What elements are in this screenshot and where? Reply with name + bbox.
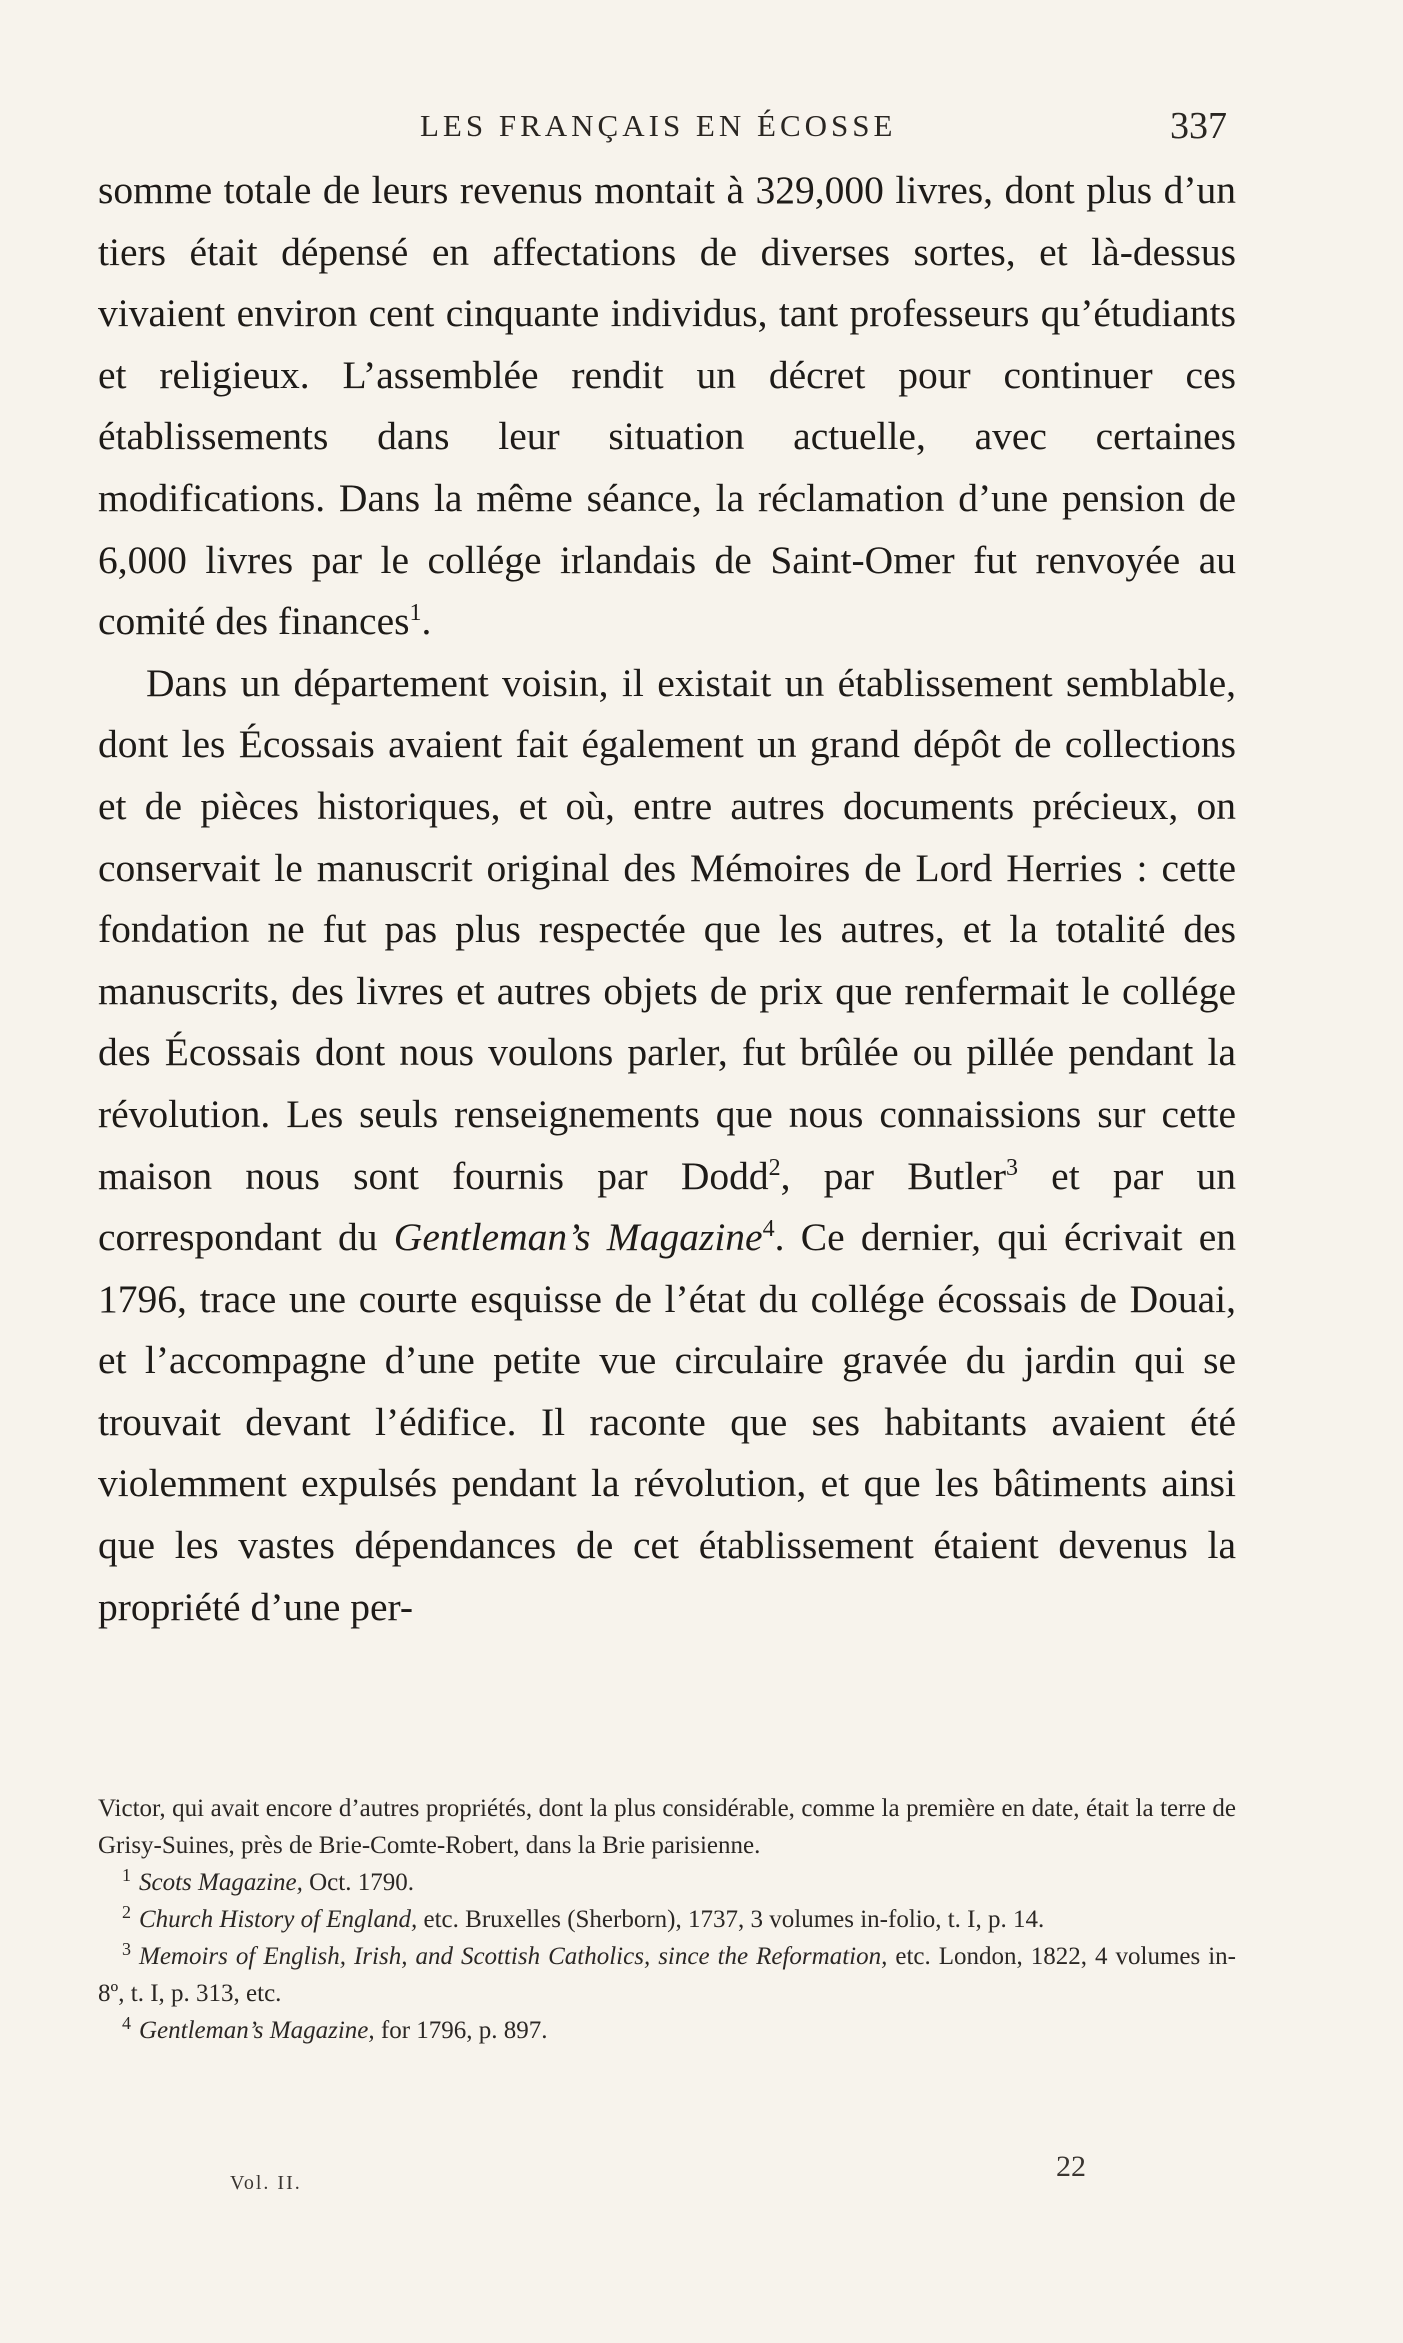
footnote-2-number: 2 <box>122 1901 131 1922</box>
footnote-1-number: 1 <box>122 1864 131 1885</box>
footnote-4-text: for 1796, p. 897. <box>374 2017 548 2044</box>
footnote-ref-1: 1 <box>409 600 422 626</box>
paragraph-2-text-b: , par Butler <box>780 1153 1006 1198</box>
footnote-4-title: Gentleman’s Magazine, <box>139 2017 375 2044</box>
footnote-ref-4: 4 <box>762 1215 775 1242</box>
footnote-3 <box>98 1938 1236 2012</box>
paragraph-2-text-c: et par un correspondant du <box>98 1153 1236 1260</box>
paragraph-1-text: somme totale de leurs revenus montait à 329,000 livres, dont plus d’un tiers était dépensé en affectations de diverses sortes, et là-dessus vivaient environ cent cinquante individus, tant professeurs qu’étudiants et religieux. L’assemblée rendit un décret pour continuer ces établissements dans leur situation actuelle, avec certaines modifications. Dans la même séance, la réclamation d’une pension de 6,000 livres par le collége irlandais de Saint-Omer fut renvoyée au comité des finances <box>98 168 1236 644</box>
footnote-2 <box>98 1901 1236 1938</box>
paragraph-1-end: . <box>421 599 432 644</box>
magazine-title: Gentleman’s Magazine <box>393 1215 763 1260</box>
footnote-3-number: 3 <box>122 1938 131 1959</box>
paragraph-1 <box>98 160 1236 653</box>
running-head: LES FRANÇAIS EN ÉCOSSE <box>420 108 897 143</box>
footnote-3-text: etc. London, 1822, 4 volumes in-8º, t. I, p. 313, etc. <box>98 1943 1236 2007</box>
footnote-1 <box>98 1864 1236 1901</box>
page-number: 337 <box>1170 105 1227 147</box>
gathering-mark: 22 <box>1056 2150 1086 2183</box>
footnote-4-number: 4 <box>122 2012 131 2033</box>
footnotes <box>98 1790 1236 2049</box>
footnote-3-title: Memoirs of English, Irish, and Scottish Catholics, since the Reformation, <box>139 1943 888 1970</box>
paragraph-2-text-a: Dans un département voisin, il existait un établissement semblable, dont les Écossais avaient fait également un grand dépôt de collections et de pièces historiques, et où, entre autres documents précieux, on conservait le manuscrit original des Mémoires de Lord Herries : cette fondation ne fut pas plus respectée que les autres, et la totalité des manuscrits, des livres et autres objets de prix que renfermait le collége des Écossais dont nous voulons parler, fut brûlée ou pillée pendant la révolution. Les seuls renseignements que nous connaissions sur cette maison nous sont fournis par Dodd <box>98 660 1236 1198</box>
footnote-continuation: Victor, qui avait encore d’autres propriétés, dont la plus considérable, comme la première en date, était la terre de Grisy-Suines, près de Brie-Comte-Robert, dans la Brie parisienne. <box>98 1795 1236 1859</box>
footnote-ref-2: 2 <box>768 1154 781 1181</box>
paragraph-2 <box>98 653 1236 1639</box>
paragraph-2-text-d: . Ce dernier, qui écrivait en 1796, trace une courte esquisse de l’état du collége écossais de Douai, et l’accompagne d’une petite vue circulaire gravée du jardin qui se trouvait devant l’édifice. Il raconte que ses habitants avaient été violemment expulsés pendant la révolution, et que les bâtiments ainsi que les vastes dépendances de cet établissement étaient devenus la propriété d’une per- <box>98 1215 1237 1629</box>
footnote-2-title: Church History of England, <box>139 1906 418 1933</box>
footnote-ref-3: 3 <box>1006 1154 1018 1181</box>
volume-signature: Vol. II. <box>230 2172 302 2194</box>
footnote-1-text: Oct. 1790. <box>302 1869 414 1896</box>
footnote-2-text: etc. Bruxelles (Sherborn), 1737, 3 volumes in-folio, t. I, p. 14. <box>417 1906 1045 1933</box>
footnote-1-title: Scots Magazine, <box>139 1869 303 1896</box>
footnote-4 <box>98 2012 1236 2049</box>
main-text <box>98 160 1236 1638</box>
